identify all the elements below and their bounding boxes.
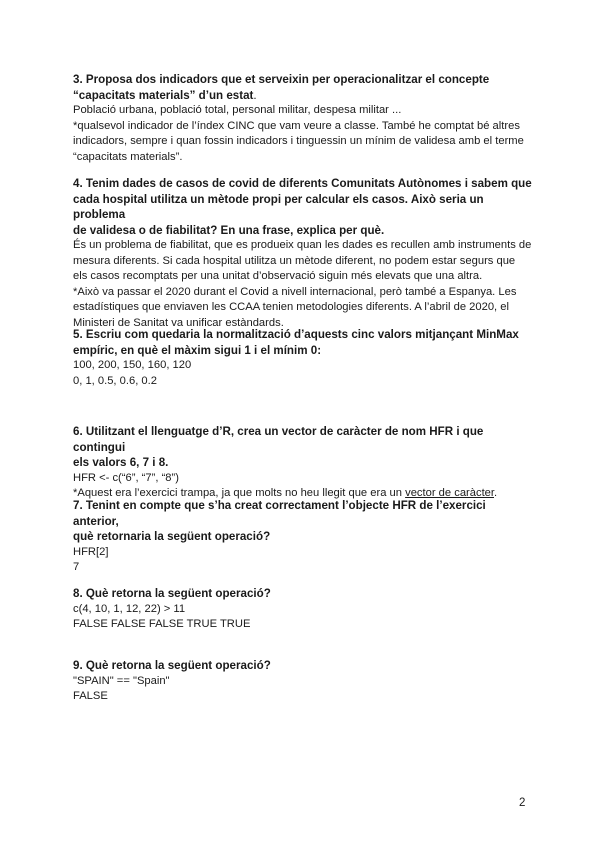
- question-3-answer: Població urbana, població total, personal militar, despesa militar ...: [73, 104, 402, 116]
- question-8: [73, 586, 533, 633]
- question-3-title-line-1: 3. Proposa dos indicadors que et serveixin per operacionalitzar el concepte: [73, 73, 490, 86]
- question-3-note-line-3: “capacitats materials”.: [73, 150, 183, 163]
- question-4-title-line-2: cada hospital utilitza un mètode propi per calcular els casos. Això seria un problema: [73, 192, 484, 221]
- question-4-answer-line-1: És un problema de fiabilitat, que es produeix quan les dades es recullen amb instruments de: [73, 239, 532, 251]
- question-7-result: 7: [73, 561, 80, 573]
- question-6-title-line-1: 6. Utilitzant el llenguatge d’R, crea un vector de caràcter de nom HFR i que contingui: [73, 425, 484, 454]
- question-7-title-line-1: 7. Tenint en compte que s’ha creat correctament l’objecte HFR de l’exercici anterior,: [73, 499, 486, 528]
- question-3-note-line-2: indicadors, sempre i quan fossin indicadors i tinguessin un mínim de validesa amb el terme: [73, 135, 524, 147]
- question-5-normalized: 0, 1, 0.5, 0.6, 0.2: [73, 374, 157, 387]
- question-8-result: FALSE FALSE FALSE TRUE TRUE: [73, 618, 251, 630]
- question-5-values: 100, 200, 150, 160, 120: [73, 359, 192, 371]
- question-8-title: 8. Què retorna la següent operació?: [73, 587, 271, 600]
- question-3: [73, 72, 533, 165]
- question-6-title-line-2: els valors 6, 7 i 8.: [73, 456, 169, 469]
- question-3-title-line-2: “capacitats materials” d’un estat.: [73, 88, 257, 102]
- question-7-title-line-2: què retornaria la següent operació?: [73, 530, 271, 543]
- question-4-note-line-1: *Això va passar el 2020 durant el Covid a nivell internacional, però també a Espanya. Les: [73, 285, 517, 298]
- question-8-code: c(4, 10, 1, 12, 22) > 11: [73, 602, 186, 615]
- question-3-note-line-1: *qualsevol indicador de l’índex CINC que vam veure a classe. També he comptat bé altres: [73, 119, 520, 132]
- question-7: [73, 498, 533, 576]
- question-4-answer-line-2: mesura diferents. Si cada hospital utilitza un mètode diferent, no podem estar segurs que: [73, 254, 516, 267]
- question-4-answer-line-3: els casos recomptats per una unitat d’observació siguin més elevats que una altra.: [73, 270, 483, 282]
- vector-de-caracter-link: vector de caràcter: [405, 487, 495, 499]
- question-9-result: FALSE: [73, 690, 108, 702]
- question-4-title-line-3: de validesa o de fiabilitat? En una frase, explica per què.: [73, 223, 385, 237]
- question-5-title-line-1: 5. Escriu com quedaria la normalització d’aquests cinc valors mitjançant MinMax: [73, 328, 519, 341]
- question-5-title-line-2: empíric, en què el màxim sigui 1 i el mínim 0:: [73, 343, 322, 357]
- page-number: 2: [519, 797, 526, 809]
- question-9-title: 9. Què retorna la següent operació?: [73, 659, 271, 672]
- question-9: [73, 658, 533, 705]
- question-5: [73, 327, 533, 389]
- question-4-note-line-2: estadístiques que enviaven les CCAA tenien metodologies diferents. A l’abril de 2020, el: [73, 301, 509, 313]
- question-6-note: *Aquest era l’exercici trampa, ja que molts no heu llegit que era un vector de caràcter.: [73, 487, 498, 499]
- question-4-title-line-1: 4. Tenim dades de casos de covid de diferents Comunitats Autònomes i sabem que: [73, 177, 532, 190]
- question-6: [73, 424, 533, 502]
- question-4-note-line-3: Ministeri de Sanitat va unificar estàndards.: [73, 316, 284, 329]
- question-9-code: "SPAIN" == "Spain": [73, 674, 170, 687]
- question-7-code: HFR[2]: [73, 545, 109, 558]
- question-4: [73, 176, 533, 331]
- question-6-code: HFR <- c(“6”, “7”, “8”): [73, 471, 179, 484]
